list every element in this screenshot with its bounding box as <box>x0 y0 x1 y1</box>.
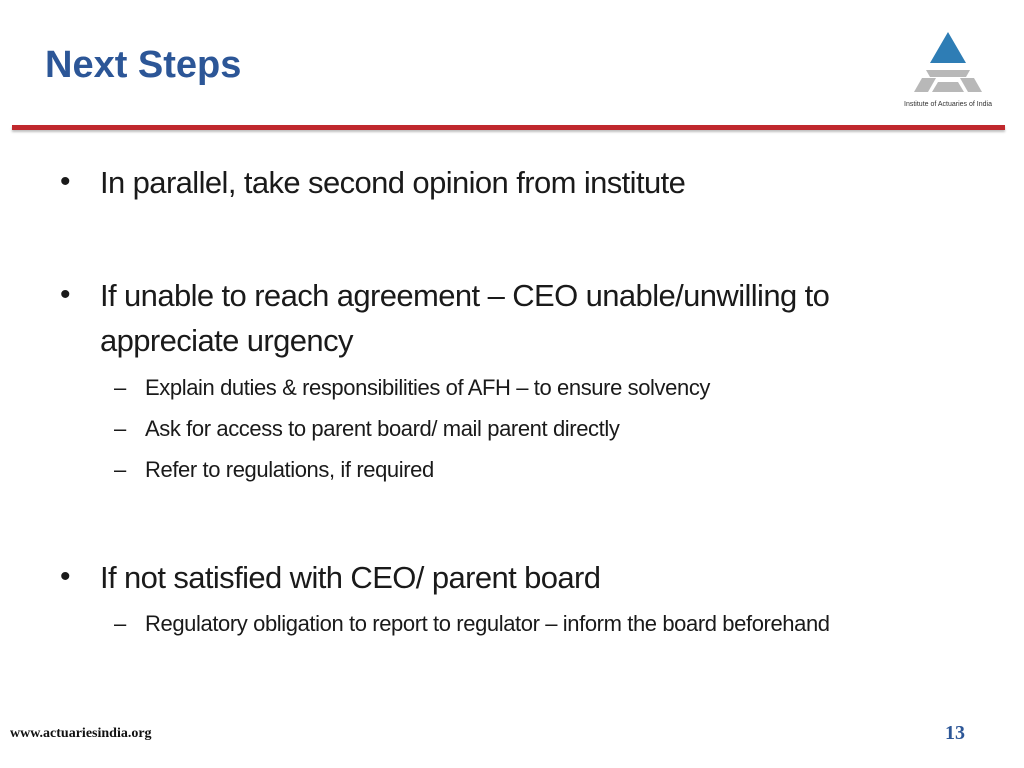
sub-bullet-item <box>114 453 894 487</box>
slide-title: Next Steps <box>45 44 242 86</box>
bullet-text: In parallel, take second opinion from institute <box>100 165 686 200</box>
bullet-glyph: • <box>60 278 71 311</box>
bullet-item <box>60 273 940 363</box>
sub-bullet-item <box>114 607 894 641</box>
page-number: 13 <box>945 722 965 744</box>
dash-glyph: – <box>114 416 127 441</box>
sub-bullet-item <box>114 371 894 405</box>
dash-glyph: – <box>114 611 127 636</box>
bullet-item <box>60 160 940 205</box>
sub-bullet-item <box>114 412 894 446</box>
bullet-glyph: • <box>60 165 71 198</box>
sub-bullet-text: Explain duties & responsibilities of AFH – to ensure solvency <box>145 375 711 400</box>
logo-triangle-icon <box>892 30 1004 100</box>
title-divider <box>12 125 1005 130</box>
institute-logo <box>892 30 1004 114</box>
sub-bullet-text: Refer to regulations, if required <box>145 457 434 482</box>
sub-bullet-text: Ask for access to parent board/ mail parent directly <box>145 416 620 441</box>
logo-caption: Institute of Actuaries of India <box>904 101 992 108</box>
dash-glyph: – <box>114 375 127 400</box>
footer-website-link[interactable]: www.actuariesindia.org <box>10 726 152 741</box>
bullet-item <box>60 555 940 600</box>
dash-glyph: – <box>114 457 127 482</box>
sub-bullet-text: Regulatory obligation to report to regulator – inform the board beforehand <box>145 611 830 636</box>
bullet-glyph: • <box>60 560 71 593</box>
bullet-text: If not satisfied with CEO/ parent board <box>100 560 601 595</box>
bullet-text: If unable to reach agreement – CEO unable/unwilling to appreciate urgency <box>100 278 830 358</box>
